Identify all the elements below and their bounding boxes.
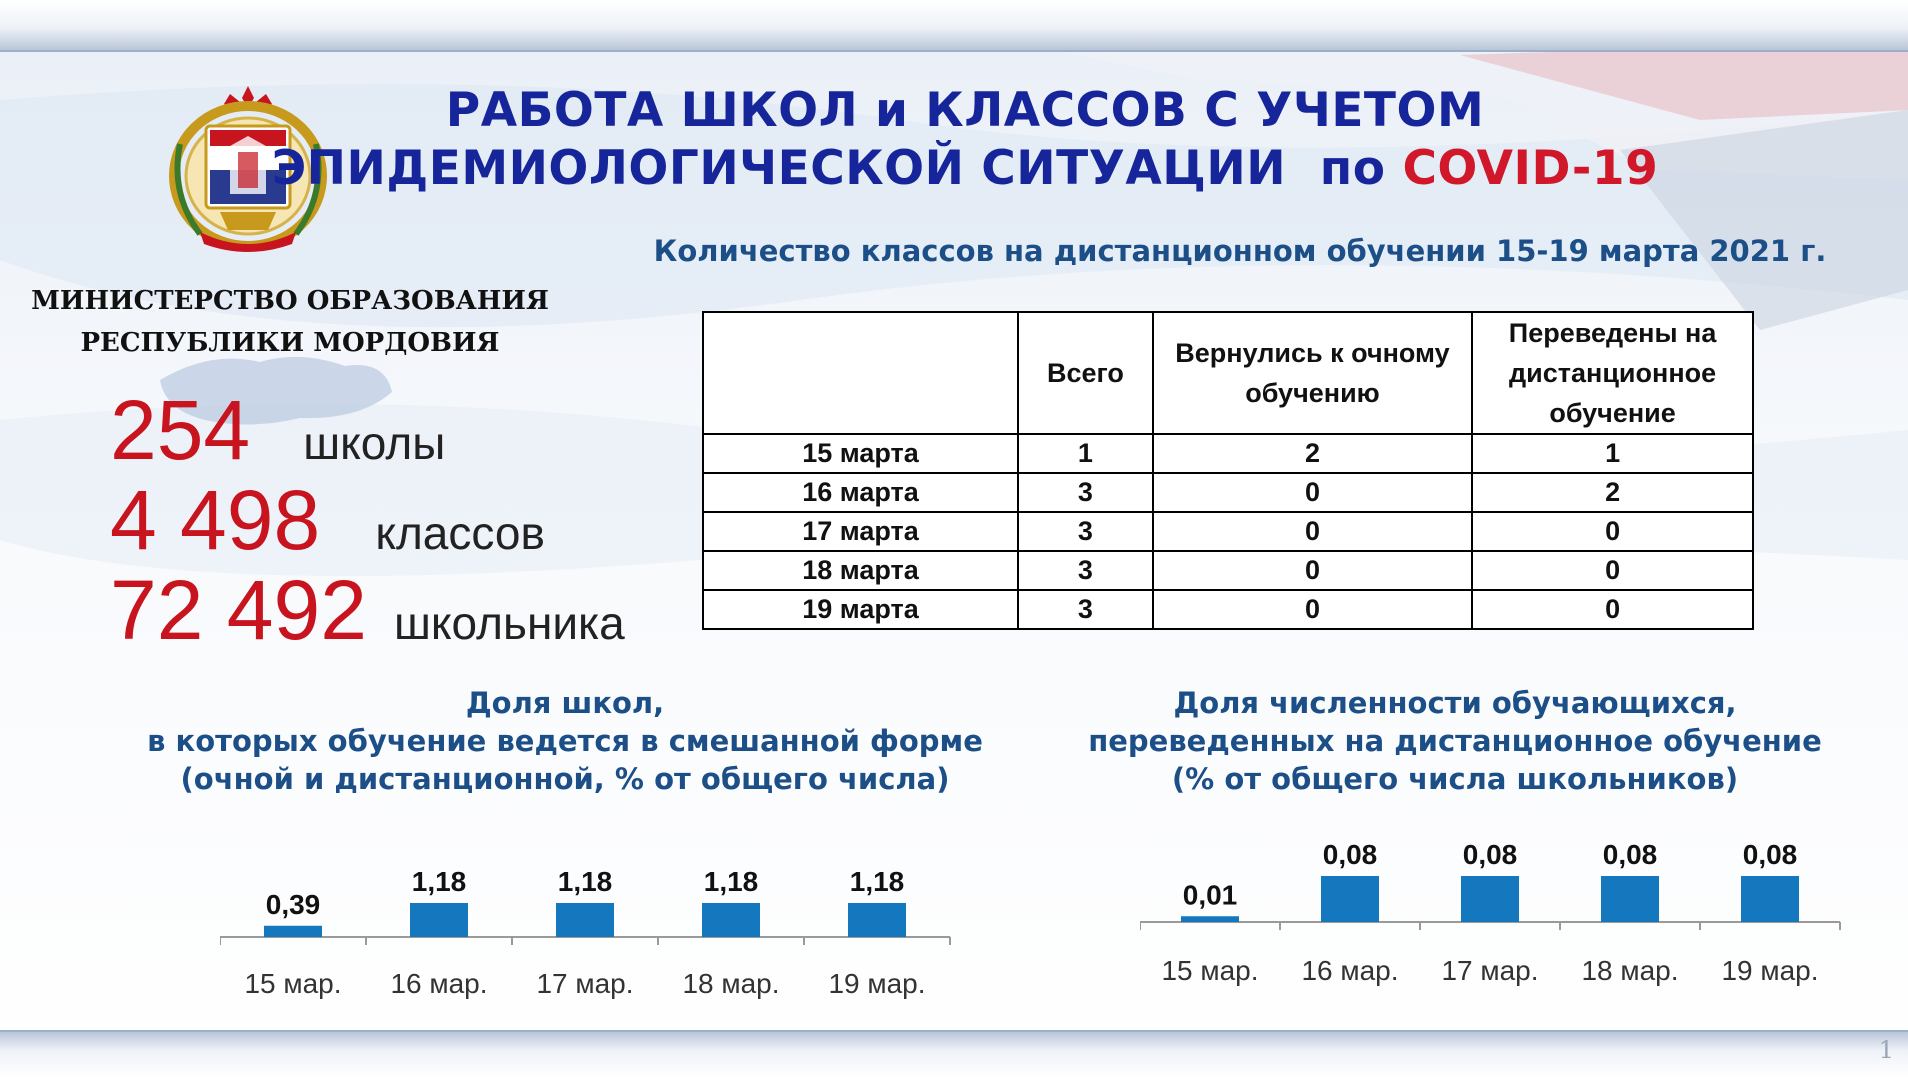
table-header-row — [703, 312, 1753, 434]
category-label: 18 мар. — [1581, 955, 1679, 986]
category-label: 17 мар. — [1441, 955, 1539, 986]
title-line-1: РАБОТА ШКОЛ и КЛАССОВ С УЧЕТОМ — [445, 83, 1485, 138]
page-title — [270, 82, 1660, 198]
bottom-bar — [0, 1030, 1908, 1078]
stat-value: 254 — [110, 383, 251, 477]
table-cell: 3 — [1018, 590, 1153, 629]
data-label: 0,08 — [1462, 839, 1518, 870]
table-row — [703, 473, 1753, 512]
category-label: 17 мар. — [536, 968, 634, 999]
data-label: 0,08 — [1322, 839, 1378, 870]
table-cell: 18 марта — [703, 551, 1018, 590]
table-cell: 15 марта — [703, 434, 1018, 473]
data-label: 0,08 — [1742, 839, 1798, 870]
chart-title-line: Доля школ, — [465, 686, 665, 720]
title-line-2 — [270, 140, 1660, 198]
ministry-line-2: РЕСПУБЛИКИ МОРДОВИЯ — [80, 328, 500, 358]
table-cell: 1 — [1472, 434, 1753, 473]
data-label: 0,39 — [265, 888, 321, 920]
data-label: 0,01 — [1182, 879, 1238, 911]
distance-students-bar-chart — [1140, 810, 1860, 990]
table-cell: 0 — [1153, 590, 1472, 629]
stat-value: 72 492 — [110, 563, 367, 657]
category-label: 19 мар. — [828, 968, 926, 999]
column-header: Переведены на дистанционное обучение — [1472, 312, 1753, 434]
chart-title-line: в которых обучение ведется в смешанной форме — [147, 724, 983, 758]
table-cell: 0 — [1472, 512, 1753, 551]
table-cell: 0 — [1153, 512, 1472, 551]
chart-bar — [556, 903, 614, 937]
table-caption: Количество классов на дистанционном обучении 15-19 марта 2021 г. — [653, 234, 1827, 268]
table-cell: 3 — [1018, 551, 1153, 590]
table-body — [703, 434, 1753, 629]
data-label: 1,18 — [849, 866, 905, 897]
chart-bar — [1181, 916, 1239, 922]
chart-bar — [1741, 876, 1799, 922]
chart-bar — [702, 903, 760, 937]
distance-classes-table — [702, 311, 1754, 630]
column-header: Вернулись к очному обучению — [1153, 312, 1472, 434]
chart-bar — [1321, 876, 1379, 922]
table-row — [703, 551, 1753, 590]
table-cell: 0 — [1153, 551, 1472, 590]
table-cell: 17 марта — [703, 512, 1018, 551]
column-header — [703, 312, 1018, 434]
ministry-name — [30, 280, 550, 364]
chart-bar — [1601, 876, 1659, 922]
stat-value: 4 498 — [110, 473, 321, 567]
title-covid-accent: COVID-19 — [1402, 141, 1659, 196]
category-label: 19 мар. — [1721, 955, 1819, 986]
category-label: 15 мар. — [1161, 955, 1259, 986]
chart-2-title — [1040, 684, 1870, 798]
table-cell: 19 марта — [703, 590, 1018, 629]
table-cell: 0 — [1472, 590, 1753, 629]
ministry-line-1: МИНИСТЕРСТВО ОБРАЗОВАНИЯ — [31, 286, 549, 316]
table-row — [703, 590, 1753, 629]
data-label: 1,18 — [411, 866, 467, 897]
stat-classes — [110, 472, 545, 569]
table-cell: 2 — [1472, 473, 1753, 512]
table-cell: 3 — [1018, 512, 1153, 551]
chart-1-title — [140, 684, 990, 798]
mixed-form-schools-bar-chart — [220, 840, 960, 1010]
category-label: 18 мар. — [682, 968, 780, 999]
column-header: Всего — [1018, 312, 1153, 434]
stat-schools — [110, 382, 445, 479]
table-row — [703, 434, 1753, 473]
chart-title-line: (очной и дистанционной, % от общего числа) — [180, 762, 950, 796]
chart-bar — [848, 903, 906, 937]
chart-title-line: Доля численности обучающихся, — [1173, 686, 1737, 720]
stat-label: классов — [375, 507, 545, 559]
data-label: 1,18 — [703, 866, 759, 897]
data-label: 1,18 — [557, 866, 613, 897]
chart-bar — [410, 903, 468, 937]
table-cell: 0 — [1472, 551, 1753, 590]
table-cell: 16 марта — [703, 473, 1018, 512]
chart-bar — [264, 926, 322, 937]
table-cell: 0 — [1153, 473, 1472, 512]
chart-title-line: (% от общего числа школьников) — [1171, 762, 1739, 796]
title-line-2-main: ЭПИДЕМИОЛОГИЧЕСКОЙ СИТУАЦИИ по — [271, 141, 1386, 196]
table-cell: 2 — [1153, 434, 1472, 473]
category-label: 15 мар. — [244, 968, 342, 999]
chart-title-line: переведенных на дистанционное обучение — [1088, 724, 1822, 758]
top-bar — [0, 0, 1908, 52]
table-cell: 3 — [1018, 473, 1153, 512]
table-cell: 1 — [1018, 434, 1153, 473]
chart-bar — [1461, 876, 1519, 922]
slide-number: 1 — [1878, 1036, 1894, 1064]
category-label: 16 мар. — [390, 968, 488, 999]
stat-students — [110, 562, 625, 659]
data-label: 0,08 — [1602, 839, 1658, 870]
category-label: 16 мар. — [1301, 955, 1399, 986]
table-row — [703, 512, 1753, 551]
stat-label: школы — [303, 417, 446, 469]
stat-label: школьника — [394, 597, 625, 649]
